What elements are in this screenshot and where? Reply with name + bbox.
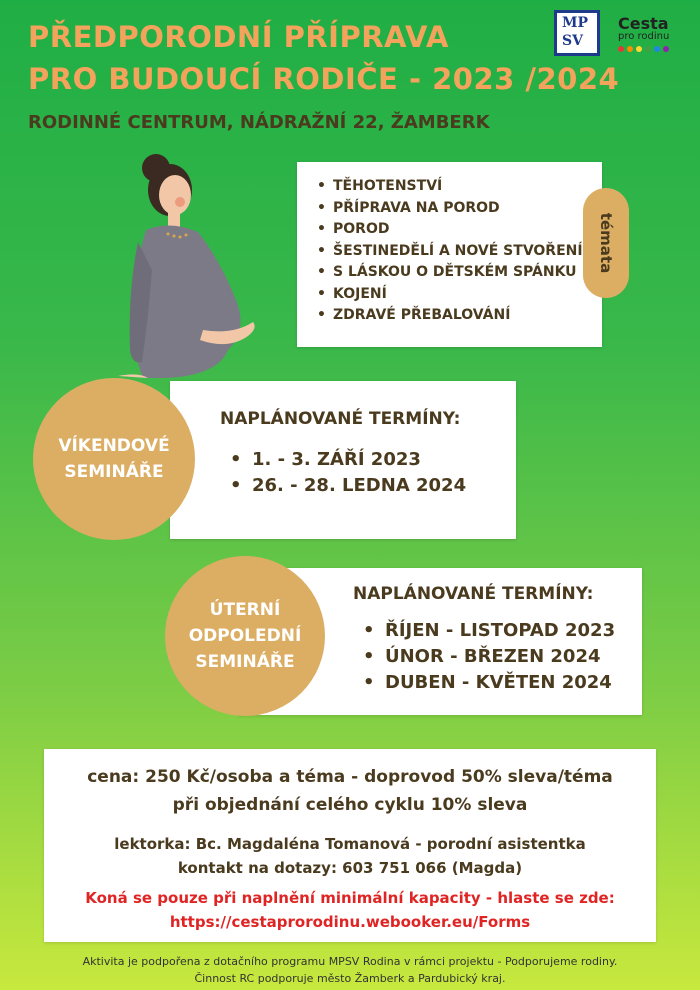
footer-line2: Činnost RC podporuje město Žamberk a Pardubický kraj.: [194, 972, 506, 985]
topics-card: [297, 162, 602, 347]
list-item: • TĚHOTENSTVÍ: [333, 176, 602, 198]
weekend-dates-list: [230, 447, 466, 499]
discount-text: při objednání celého cyklu 10% sleva: [172, 795, 528, 815]
mpsv-logo: MP SV: [554, 10, 600, 56]
list-item: • ZDRAVÉ PŘEBALOVÁNÍ: [333, 305, 602, 327]
list-item: • KOJENÍ: [333, 284, 602, 306]
registration-link[interactable]: https://cestaprorodinu.webooker.eu/Forms: [169, 913, 531, 931]
tuesday-seminars-badge: ÚTERNÍ ODPOLEDNÍ SEMINÁŘE: [165, 556, 325, 716]
list-item: • 26. - 28. LEDNA 2024: [230, 473, 466, 499]
topics-tab: témata: [583, 188, 629, 298]
page-title-line2: PRO BUDOUCÍ RODIČE - 2023 /2024: [28, 62, 620, 96]
tuesday-heading: NAPLÁNOVANÉ TERMÍNY:: [353, 584, 594, 604]
topics-list: [297, 162, 602, 327]
list-item: • ÚNOR - BŘEZEN 2024: [363, 644, 615, 670]
list-item: • ŠESTINEDĚLÍ A NOVÉ STVOŘENÍ: [333, 241, 602, 263]
list-item: • ŘÍJEN - LISTOPAD 2023: [363, 618, 615, 644]
footer-line1: Aktivita je podpořena z dotačního programu MPSV Rodina v rámci projektu - Podporujeme rodiny.: [82, 955, 618, 968]
contact-text: kontakt na dotazy: 603 751 066 (Magda): [177, 859, 523, 877]
list-item: • PŘÍPRAVA NA POROD: [333, 198, 602, 220]
lecturer-text: lektorka: Bc. Magdaléna Tomanová - porodní asistentka: [114, 835, 586, 853]
capacity-notice: Koná se pouze při naplnění minimální kapacity - hlaste se zde:: [85, 889, 615, 907]
list-item: • DUBEN - KVĚTEN 2024: [363, 670, 615, 696]
price-text: cena: 250 Kč/osoba a téma - doprovod 50% sleva/téma: [87, 767, 613, 787]
cesta-pro-rodinu-logo: Cesta pro rodinu: [618, 14, 669, 52]
weekend-heading: NAPLÁNOVANÉ TERMÍNY:: [220, 409, 461, 429]
list-item: • S LÁSKOU O DĚTSKÉM SPÁNKU: [333, 262, 602, 284]
pregnant-woman-illustration: [108, 150, 268, 380]
weekend-dates-card: [170, 381, 516, 539]
tuesday-dates-list: [363, 618, 615, 696]
list-item: • 1. - 3. ZÁŘÍ 2023: [230, 447, 466, 473]
page-title-line1: PŘEDPORODNÍ PŘÍPRAVA: [28, 20, 449, 54]
weekend-seminars-badge: VÍKENDOVÉ SEMINÁŘE: [33, 378, 195, 540]
page-subtitle: RODINNÉ CENTRUM, NÁDRAŽNÍ 22, ŽAMBERK: [28, 112, 490, 133]
list-item: • POROD: [333, 219, 602, 241]
info-box: [44, 749, 656, 942]
